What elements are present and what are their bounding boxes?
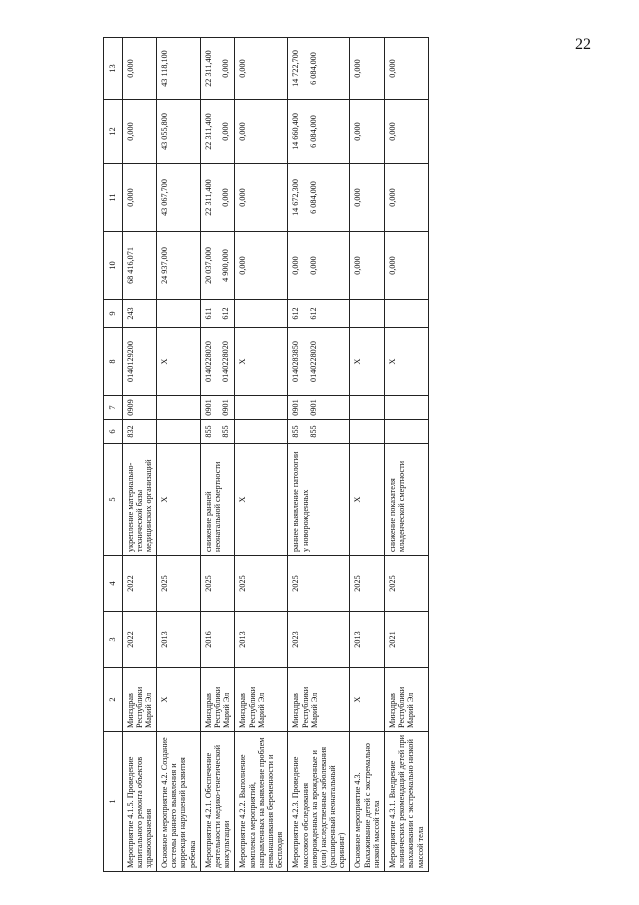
cell-value bbox=[238, 399, 247, 416]
cell-col-12 bbox=[200, 100, 235, 164]
cell-value: 0,000 bbox=[238, 122, 248, 141]
program-table bbox=[103, 37, 429, 872]
table-row bbox=[122, 38, 157, 872]
cell-value bbox=[353, 399, 362, 416]
cell-col-1: Основное мероприятие 4.3. Выхаживание детей с экстремально низкой массой тела bbox=[350, 732, 385, 872]
cell-value: 0,000 bbox=[221, 122, 231, 141]
cell-col-7 bbox=[385, 396, 429, 420]
cell-col-4: 2025 bbox=[385, 556, 429, 612]
cell-col-5: Х bbox=[235, 444, 288, 556]
cell-value: 0,000 bbox=[238, 256, 248, 275]
column-header-13: 13 bbox=[104, 38, 123, 100]
cell-value: 6 084,000 bbox=[308, 52, 318, 85]
cell-value: 43 067,700 bbox=[160, 179, 170, 216]
cell-col-9 bbox=[200, 300, 235, 328]
cell-value: 0,000 bbox=[221, 59, 231, 78]
cell-value: Х bbox=[160, 358, 170, 365]
cell-col-2: Минздрав Республики Марий Эл bbox=[200, 668, 235, 732]
column-header-9: 9 bbox=[104, 300, 123, 328]
cell-col-7 bbox=[122, 396, 157, 420]
cell-col-6 bbox=[350, 420, 385, 444]
cell-col-6 bbox=[385, 420, 429, 444]
cell-col-8 bbox=[350, 328, 385, 396]
cell-value: 855 bbox=[221, 425, 231, 438]
cell-value: 832 bbox=[125, 425, 135, 438]
cell-col-10 bbox=[157, 232, 201, 300]
cell-col-4: 2025 bbox=[350, 556, 385, 612]
cell-col-12 bbox=[288, 100, 350, 164]
cell-value: 14 722,700 bbox=[291, 50, 301, 87]
cell-value: 0140129200 bbox=[125, 341, 135, 382]
cell-value bbox=[160, 423, 169, 440]
cell-value: 14 660,400 bbox=[291, 113, 301, 150]
cell-col-10 bbox=[288, 232, 350, 300]
cell-value bbox=[353, 303, 362, 324]
cell-col-3: 2022 bbox=[122, 612, 157, 668]
cell-value: 0,000 bbox=[353, 59, 363, 78]
cell-col-13 bbox=[288, 38, 350, 100]
cell-value: 0,000 bbox=[388, 188, 398, 207]
column-header-6: 6 bbox=[104, 420, 123, 444]
cell-value bbox=[388, 399, 397, 416]
cell-col-2: Минздрав Республики Марий Эл bbox=[235, 668, 288, 732]
rotated-table-container bbox=[103, 38, 639, 872]
cell-col-9 bbox=[157, 300, 201, 328]
cell-value: 0,000 bbox=[221, 188, 231, 207]
cell-col-1: Мероприятие 4.2.1. Обеспечение деятельности медико-генетической консультации bbox=[200, 732, 235, 872]
cell-col-13 bbox=[385, 38, 429, 100]
cell-col-12 bbox=[122, 100, 157, 164]
cell-col-13 bbox=[200, 38, 235, 100]
cell-col-12 bbox=[385, 100, 429, 164]
cell-col-11 bbox=[350, 164, 385, 232]
column-header-11: 11 bbox=[104, 164, 123, 232]
cell-value: 0909 bbox=[125, 399, 135, 416]
cell-value: 6 084,000 bbox=[308, 181, 318, 214]
cell-col-8 bbox=[288, 328, 350, 396]
cell-value: 43 118,100 bbox=[160, 50, 170, 87]
cell-value: 0140228020 bbox=[221, 341, 231, 382]
table-row bbox=[235, 38, 288, 872]
cell-col-11 bbox=[157, 164, 201, 232]
cell-col-8 bbox=[385, 328, 429, 396]
cell-value: 0,000 bbox=[308, 256, 318, 275]
column-header-7: 7 bbox=[104, 396, 123, 420]
cell-col-5: укрепление материально-технической базы медицинских организаций bbox=[122, 444, 157, 556]
cell-value: 0901 bbox=[291, 399, 301, 416]
cell-col-6 bbox=[235, 420, 288, 444]
cell-col-2: Минздрав Республики Марий Эл bbox=[122, 668, 157, 732]
cell-col-3: 2021 bbox=[385, 612, 429, 668]
cell-col-8 bbox=[200, 328, 235, 396]
cell-value: 612 bbox=[291, 307, 301, 320]
cell-col-3: 2013 bbox=[157, 612, 201, 668]
cell-col-1: Мероприятие 4.1.5. Проведение капитального ремонта объектов здравоохранения bbox=[122, 732, 157, 872]
cell-col-2: Х bbox=[157, 668, 201, 732]
cell-value: 14 672,300 bbox=[291, 179, 301, 216]
table-row bbox=[200, 38, 235, 872]
column-header-8: 8 bbox=[104, 328, 123, 396]
cell-col-11 bbox=[200, 164, 235, 232]
cell-col-9 bbox=[385, 300, 429, 328]
cell-value: 0,000 bbox=[388, 256, 398, 275]
cell-col-10 bbox=[350, 232, 385, 300]
column-header-4: 4 bbox=[104, 556, 123, 612]
cell-col-12 bbox=[235, 100, 288, 164]
cell-col-2: Минздрав Республики Марий Эл bbox=[385, 668, 429, 732]
cell-col-4: 2025 bbox=[200, 556, 235, 612]
cell-col-6 bbox=[122, 420, 157, 444]
cell-value bbox=[388, 303, 397, 324]
column-header-12: 12 bbox=[104, 100, 123, 164]
cell-col-7 bbox=[235, 396, 288, 420]
cell-value: Х bbox=[238, 358, 248, 365]
cell-value: 855 bbox=[203, 425, 213, 438]
cell-value: 6 084,000 bbox=[308, 115, 318, 148]
cell-col-5: Х bbox=[157, 444, 201, 556]
cell-col-11 bbox=[288, 164, 350, 232]
cell-value bbox=[353, 423, 362, 440]
cell-col-7 bbox=[350, 396, 385, 420]
cell-col-9 bbox=[350, 300, 385, 328]
cell-col-9 bbox=[122, 300, 157, 328]
cell-value: 0,000 bbox=[125, 188, 135, 207]
cell-col-10 bbox=[235, 232, 288, 300]
cell-col-6 bbox=[288, 420, 350, 444]
cell-value: 0,000 bbox=[388, 59, 398, 78]
cell-col-9 bbox=[288, 300, 350, 328]
cell-value: 0,000 bbox=[125, 59, 135, 78]
column-header-5: 5 bbox=[104, 444, 123, 556]
cell-col-3: 2013 bbox=[350, 612, 385, 668]
cell-col-7 bbox=[200, 396, 235, 420]
cell-value: 22 311,400 bbox=[203, 50, 213, 87]
cell-value: 4 900,000 bbox=[221, 249, 231, 282]
cell-value: 24 937,000 bbox=[160, 247, 170, 284]
cell-col-13 bbox=[157, 38, 201, 100]
cell-col-4: 2022 bbox=[122, 556, 157, 612]
cell-col-10 bbox=[385, 232, 429, 300]
cell-col-13 bbox=[235, 38, 288, 100]
cell-col-8 bbox=[122, 328, 157, 396]
table-row bbox=[157, 38, 201, 872]
cell-value: 0,000 bbox=[388, 122, 398, 141]
page-number: 22 bbox=[575, 36, 591, 53]
cell-col-7 bbox=[288, 396, 350, 420]
cell-col-13 bbox=[122, 38, 157, 100]
cell-value: 22 311,400 bbox=[203, 179, 213, 216]
cell-col-11 bbox=[235, 164, 288, 232]
cell-col-1: Мероприятие 4.2.3. Проведение массового обследования новорожденных на врожденные и (или) наследственные заболевания (расширенный неонатальный скрининг) bbox=[288, 732, 350, 872]
cell-col-5: раннее выявление патологии у новорожденных bbox=[288, 444, 350, 556]
cell-col-4: 2025 bbox=[288, 556, 350, 612]
cell-col-1: Основное мероприятие 4.2. Создание системы раннего выявления и коррекции нарушений развития ребенка bbox=[157, 732, 201, 872]
cell-value: 0,000 bbox=[353, 256, 363, 275]
cell-value: 0,000 bbox=[291, 256, 301, 275]
cell-col-9 bbox=[235, 300, 288, 328]
cell-col-10 bbox=[200, 232, 235, 300]
cell-col-1: Мероприятие 4.3.1. Внедрение клинических рекомендаций детей при выхаживании с экстремально низкой массой тела bbox=[385, 732, 429, 872]
cell-value: 0901 bbox=[308, 399, 318, 416]
table-row bbox=[385, 38, 429, 872]
cell-col-2: Х bbox=[350, 668, 385, 732]
cell-value: 612 bbox=[221, 307, 231, 320]
table-row bbox=[350, 38, 385, 872]
cell-value bbox=[160, 303, 169, 324]
cell-value: 855 bbox=[291, 425, 301, 438]
column-header-2: 2 bbox=[104, 668, 123, 732]
cell-value: 612 bbox=[308, 307, 318, 320]
cell-value bbox=[160, 399, 169, 416]
cell-value: 0901 bbox=[203, 399, 213, 416]
cell-col-8 bbox=[157, 328, 201, 396]
cell-value bbox=[388, 423, 397, 440]
cell-value: 0,000 bbox=[353, 188, 363, 207]
cell-col-3: 2016 bbox=[200, 612, 235, 668]
cell-col-5: Х bbox=[350, 444, 385, 556]
cell-value: 0,000 bbox=[125, 122, 135, 141]
cell-col-4: 2025 bbox=[235, 556, 288, 612]
cell-col-12 bbox=[350, 100, 385, 164]
cell-value: 0140228020 bbox=[203, 341, 213, 382]
cell-value: 0,000 bbox=[238, 188, 248, 207]
cell-value: Х bbox=[388, 358, 398, 365]
cell-col-1: Мероприятие 4.2.2. Выполнение комплекса мероприятий, направленных на выявление проблем невынашивания беременности и бесплодия bbox=[235, 732, 288, 872]
cell-value: 0,000 bbox=[238, 59, 248, 78]
cell-col-12 bbox=[157, 100, 201, 164]
cell-value: 855 bbox=[308, 425, 318, 438]
cell-col-4: 2025 bbox=[157, 556, 201, 612]
cell-col-5: снижение показателя младенческой смертности bbox=[385, 444, 429, 556]
cell-value: 0140283850 bbox=[291, 341, 301, 382]
cell-col-11 bbox=[385, 164, 429, 232]
cell-col-11 bbox=[122, 164, 157, 232]
cell-value: 43 055,800 bbox=[160, 113, 170, 150]
cell-col-2: Минздрав Республики Марий Эл bbox=[288, 668, 350, 732]
column-header-3: 3 bbox=[104, 612, 123, 668]
cell-col-7 bbox=[157, 396, 201, 420]
cell-value: 68 416,071 bbox=[125, 247, 135, 284]
cell-col-3: 2013 bbox=[235, 612, 288, 668]
header-row bbox=[104, 38, 123, 872]
cell-col-10 bbox=[122, 232, 157, 300]
cell-value: 20 037,000 bbox=[203, 247, 213, 284]
cell-value: 243 bbox=[125, 307, 135, 320]
cell-value: 611 bbox=[203, 307, 213, 320]
cell-col-3: 2023 bbox=[288, 612, 350, 668]
cell-col-6 bbox=[157, 420, 201, 444]
cell-col-5: снижение ранней неонатальной смертности bbox=[200, 444, 235, 556]
cell-value: 0140228020 bbox=[308, 341, 318, 382]
table-row bbox=[288, 38, 350, 872]
cell-value bbox=[238, 423, 247, 440]
cell-value: 0901 bbox=[221, 399, 231, 416]
cell-value: 22 311,400 bbox=[203, 113, 213, 150]
cell-col-6 bbox=[200, 420, 235, 444]
cell-col-13 bbox=[350, 38, 385, 100]
column-header-10: 10 bbox=[104, 232, 123, 300]
cell-value: 0,000 bbox=[353, 122, 363, 141]
cell-col-8 bbox=[235, 328, 288, 396]
cell-value bbox=[238, 303, 247, 324]
table-body bbox=[122, 38, 428, 872]
cell-value: Х bbox=[353, 358, 363, 365]
column-header-1: 1 bbox=[104, 732, 123, 872]
